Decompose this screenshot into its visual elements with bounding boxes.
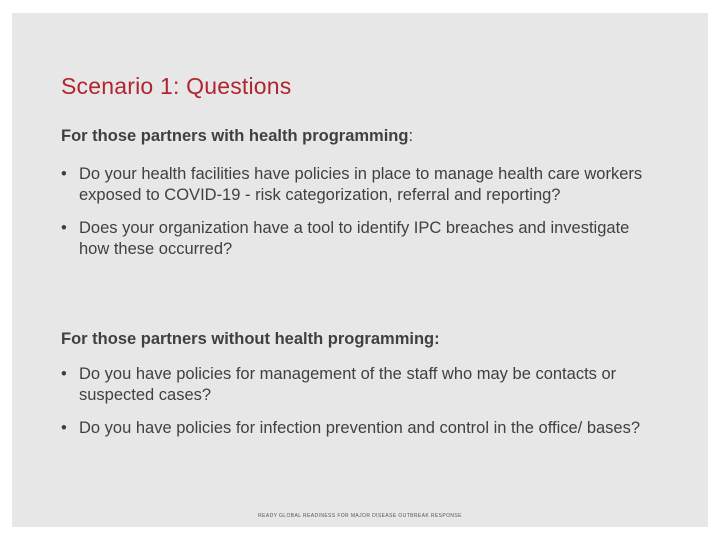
list-item — [61, 418, 661, 439]
bullet-list-without-health — [61, 364, 661, 451]
bullet-text: Do your health facilities have policies in place to manage health care workers exposed to COVID-19 - risk categorization, referral and reporting? — [79, 165, 643, 204]
bullet-text: Do you have policies for management of the staff who may be contacts or suspected cases? — [79, 365, 617, 404]
list-item — [61, 364, 661, 406]
bullet-icon: • — [61, 419, 67, 437]
section-heading-with-health-text: For those partners with health programming — [61, 127, 409, 145]
list-item — [61, 218, 661, 260]
list-item — [61, 164, 661, 206]
bullet-icon: • — [61, 219, 67, 237]
bullet-text: Do you have policies for infection prevention and control in the office/ bases? — [79, 419, 641, 437]
slide-title: Scenario 1: Questions — [61, 73, 292, 99]
slide — [12, 13, 708, 527]
slide-footer: READY GLOBAL READINESS FOR MAJOR DISEASE OUTBREAK RESPONSE — [258, 513, 462, 519]
section-heading-with-health — [61, 127, 413, 146]
section-heading-without-health: For those partners without health programming: — [61, 330, 440, 348]
bullet-icon: • — [61, 165, 67, 183]
bullet-list-with-health — [61, 164, 661, 272]
section-heading-colon: : — [408, 127, 414, 145]
bullet-text: Does your organization have a tool to identify IPC breaches and investigate how these occurred? — [79, 219, 630, 258]
bullet-icon: • — [61, 365, 67, 383]
